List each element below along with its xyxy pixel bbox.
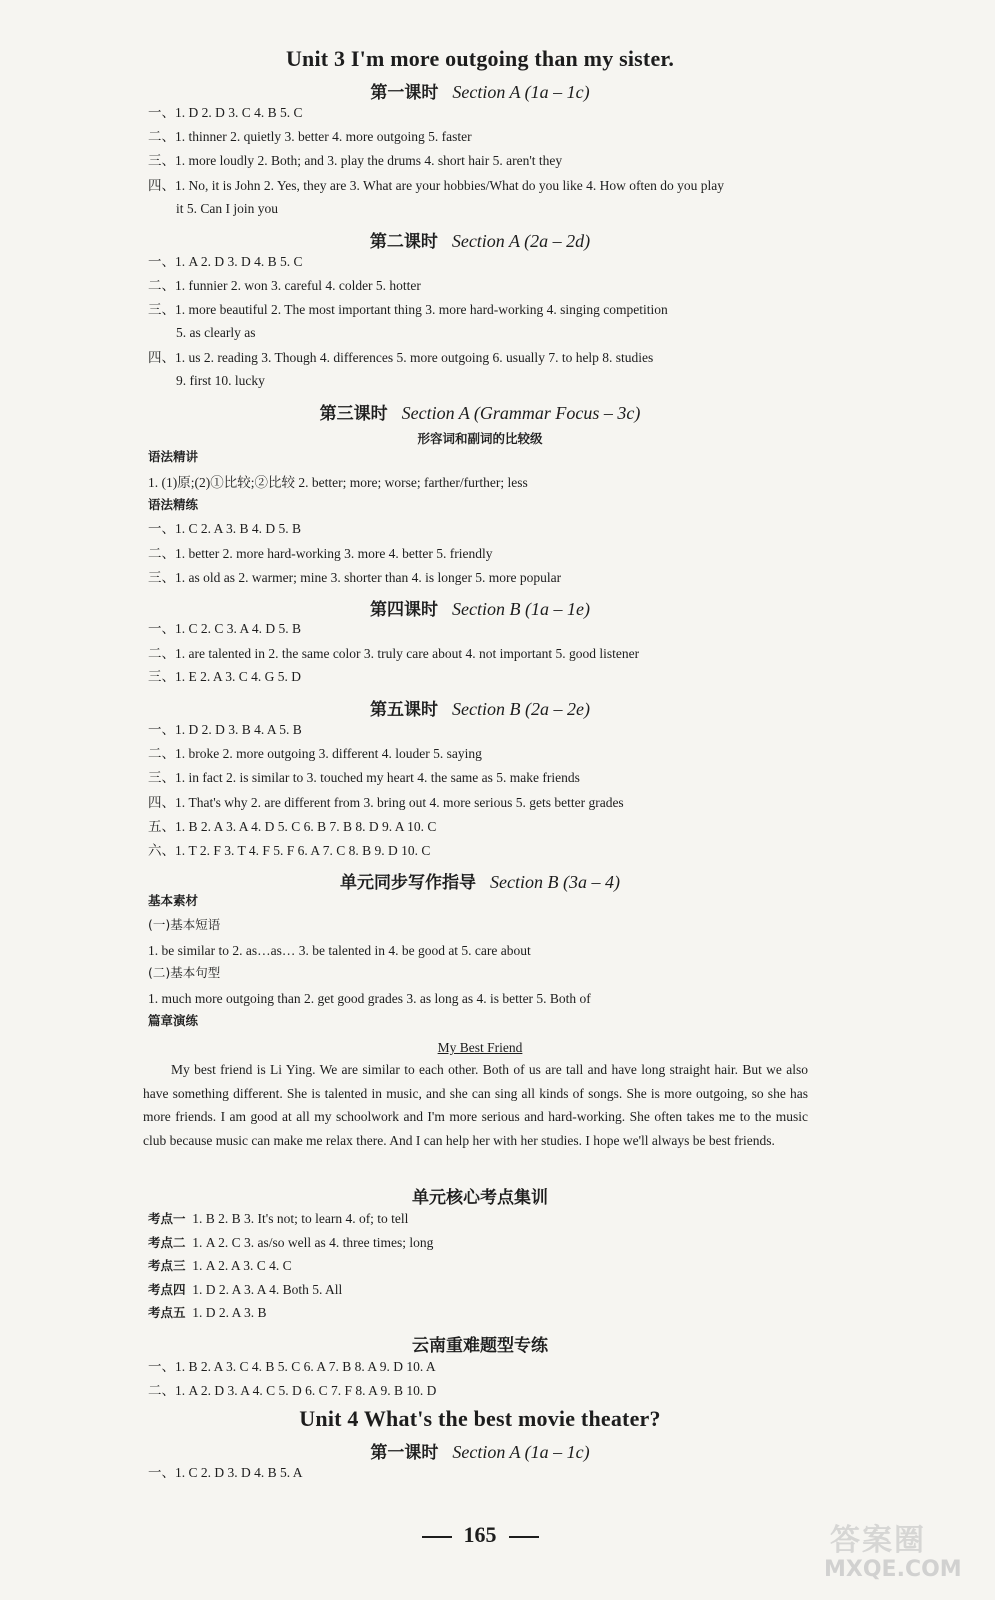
- answer-line: 四、1. That's why 2. are different from 3. bring out 4. more serious 5. gets better grades: [148, 795, 624, 810]
- writing-guide-en: Section B (3a – 4): [490, 872, 620, 892]
- answer-line: 二、1. are talented in 2. the same color 3. truly care about 4. not important 5. good listener: [148, 646, 640, 661]
- exam-point-line: [148, 1235, 433, 1251]
- core-points-cn: 单元核心考点集训: [412, 1188, 548, 1208]
- essay-paragraph: My best friend is Li Ying. We are similar to each other. Both of us are tall and have long straight hair. But we also have something different. She is talented in music, and she can sing all kinds of songs. She is more outgoing, so she has more friends. I am good at all my schoolwork and I'm more serious and hard-working. She often takes me to the music club because music can make me relax there. And I can help her with her studies. I hope we'll always be best friends.: [143, 1062, 808, 1148]
- answer-line: 六、1. T 2. F 3. T 4. F 5. F 6. A 7. C 8. B 9. D 10. C: [148, 843, 431, 858]
- lesson-1-cn: 第一课时: [370, 83, 439, 103]
- lesson-2-en: Section A (2a – 2d): [451, 231, 591, 251]
- unit-3-title: Unit 3 I'm more outgoing than my sister.: [285, 46, 675, 71]
- grammar-explain-heading: 语法精讲: [148, 449, 199, 464]
- answer-line: 二、1. funnier 2. won 3. careful 4. colder 5. hotter: [148, 278, 421, 293]
- exam-point-answers: 1. A 2. C 3. as/so well as 4. three times; long: [192, 1235, 434, 1250]
- answer-line: 一、1. D 2. D 3. C 4. B 5. C: [148, 105, 303, 120]
- answer-line: 1. (1)原;(2)①比较;②比较 2. better; more; worse; farther/further; less: [148, 475, 528, 490]
- lesson-4-en: Section B (1a – 1e): [452, 599, 590, 619]
- grammar-topic: 形容词和副词的比较级: [417, 431, 543, 446]
- exam-point-label: 考点四: [148, 1282, 186, 1297]
- exam-point-line: [148, 1305, 267, 1321]
- exam-point-answers: 1. B 2. B 3. It's not; to learn 4. of; to tell: [192, 1211, 409, 1226]
- answer-line: 一、1. C 2. A 3. B 4. D 5. B: [148, 521, 302, 536]
- exam-point-answers: 1. A 2. A 3. C 4. C: [192, 1258, 292, 1273]
- exam-point-label: 考点三: [148, 1258, 186, 1273]
- answer-line: 二、1. A 2. D 3. A 4. C 5. D 6. C 7. F 8. A 9. B 10. D: [148, 1383, 437, 1398]
- writing-practice-heading: 篇章演练: [148, 1013, 199, 1028]
- exam-point-line: [148, 1282, 342, 1298]
- core-points-heading: [0, 1183, 960, 1208]
- essay-title: My Best Friend: [437, 1040, 523, 1055]
- dash-left: [422, 1536, 452, 1538]
- answer-line: 1. much more outgoing than 2. get good grades 3. as long as 4. is better 5. Both of: [148, 991, 591, 1006]
- exam-point-answers: 1. D 2. A 3. B: [192, 1305, 267, 1320]
- writing-guide-heading: [0, 868, 960, 893]
- exam-point-label: 考点一: [148, 1211, 186, 1226]
- lesson-5-cn: 第五课时: [370, 700, 439, 720]
- grammar-practice-heading: 语法精练: [148, 497, 199, 512]
- unit-4-lesson-1-heading: [0, 1438, 960, 1463]
- page-number-text: 165: [463, 1522, 497, 1547]
- answer-line: it 5. Can I join you: [176, 201, 278, 216]
- basic-phrases-heading: (一)基本短语: [148, 917, 221, 932]
- answer-line: 二、1. broke 2. more outgoing 3. different 4. louder 5. saying: [148, 746, 482, 761]
- exam-point-line: [148, 1258, 292, 1274]
- answer-line: 三、1. E 2. A 3. C 4. G 5. D: [148, 669, 302, 684]
- exam-point-label: 考点五: [148, 1305, 186, 1320]
- lesson-2-heading: [0, 227, 960, 252]
- answer-line: 一、1. C 2. D 3. D 4. B 5. A: [148, 1465, 303, 1480]
- answer-line: 四、1. No, it is John 2. Yes, they are 3. What are your hobbies/What do you like 4. How often do you play: [148, 178, 725, 193]
- answer-line: 三、1. more loudly 2. Both; and 3. play the drums 4. short hair 5. aren't they: [148, 153, 563, 168]
- answer-line: 三、1. more beautiful 2. The most important thing 3. more hard-working 4. singing competition: [148, 302, 668, 317]
- basic-material-heading: 基本素材: [148, 893, 199, 908]
- yunnan-drills-heading: [0, 1331, 960, 1356]
- answer-line: 9. first 10. lucky: [176, 373, 265, 388]
- answer-line: 四、1. us 2. reading 3. Though 4. differences 5. more outgoing 6. usually 7. to help 8. studies: [148, 350, 654, 365]
- answer-line: 二、1. thinner 2. quietly 3. better 4. more outgoing 5. faster: [148, 129, 472, 144]
- exam-point-label: 考点二: [148, 1235, 186, 1250]
- basic-sentences-heading: (二)基本句型: [148, 965, 221, 980]
- unit-4-title: Unit 4 What's the best movie theater?: [299, 1406, 661, 1431]
- answer-line: 一、1. A 2. D 3. D 4. B 5. C: [148, 254, 303, 269]
- lesson-3-heading: [0, 399, 960, 424]
- essay-body: [143, 1058, 808, 1152]
- lesson-5-en: Section B (2a – 2e): [452, 699, 590, 719]
- answer-line: 三、1. in fact 2. is similar to 3. touched my heart 4. the same as 5. make friends: [148, 770, 580, 785]
- lesson-1-en: Section A (1a – 1c): [452, 82, 590, 102]
- unit-4-lesson-1-en: Section A (1a – 1c): [452, 1442, 590, 1462]
- answer-line: 一、1. C 2. C 3. A 4. D 5. B: [148, 621, 302, 636]
- answer-line: 5. as clearly as: [176, 325, 256, 340]
- watermark-text-top: 答案圈: [830, 1523, 926, 1558]
- watermark-text-bottom: MXQE.COM: [824, 1557, 962, 1582]
- unit-4-lesson-1-cn: 第一课时: [370, 1443, 439, 1463]
- exam-point-line: [148, 1211, 408, 1227]
- lesson-4-heading: [0, 595, 960, 620]
- answer-line: 1. be similar to 2. as…as… 3. be talented in 4. be good at 5. care about: [148, 943, 531, 958]
- lesson-5-heading: [0, 695, 960, 720]
- watermark-logo: [824, 1515, 970, 1590]
- lesson-2-cn: 第二课时: [369, 232, 438, 252]
- lesson-4-cn: 第四课时: [370, 600, 439, 620]
- page-number: [0, 1522, 960, 1548]
- lesson-1-heading: [0, 78, 960, 103]
- yunnan-drills-cn: 云南重难题型专练: [412, 1336, 548, 1356]
- lesson-3-cn: 第三课时: [319, 404, 388, 424]
- dash-right: [509, 1536, 539, 1538]
- lesson-3-en: Section A (Grammar Focus – 3c): [401, 403, 641, 423]
- answer-line: 一、1. D 2. D 3. B 4. A 5. B: [148, 722, 302, 737]
- answer-line: 三、1. as old as 2. warmer; mine 3. shorter than 4. is longer 5. more popular: [148, 570, 562, 585]
- answer-line: 二、1. better 2. more hard-working 3. more 4. better 5. friendly: [148, 546, 493, 561]
- exam-point-answers: 1. D 2. A 3. A 4. Both 5. All: [192, 1282, 343, 1297]
- answer-line: 五、1. B 2. A 3. A 4. D 5. C 6. B 7. B 8. D 9. A 10. C: [148, 819, 437, 834]
- writing-guide-cn: 单元同步写作指导: [340, 873, 477, 893]
- answer-line: 一、1. B 2. A 3. C 4. B 5. C 6. A 7. B 8. A 9. D 10. A: [148, 1359, 436, 1374]
